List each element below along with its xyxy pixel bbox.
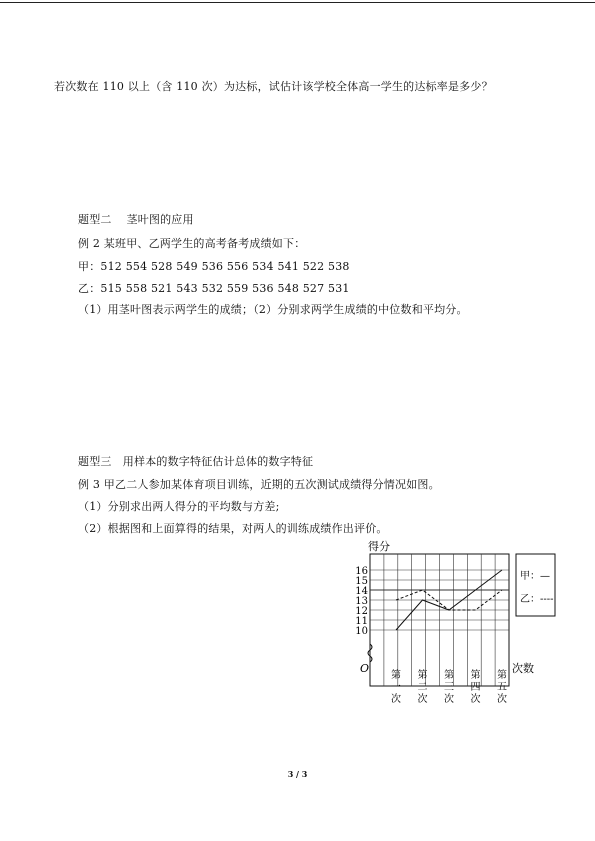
grid <box>370 554 509 686</box>
legend-yi: 乙：---- <box>520 594 554 605</box>
y-tick-label: 16 <box>355 566 368 577</box>
y-axis-label: 得分 <box>368 540 390 553</box>
header-rule <box>0 2 595 3</box>
x-tick-label: 第一次 <box>391 670 401 705</box>
section3-task1: （1）分别求出两人得分的平均数与方差; <box>78 500 280 513</box>
question-tail: 若次数在 110 以上（含 110 次）为达标，试估计该学校全体高一学生的达标率是多少？ <box>54 80 493 93</box>
origin-label: O <box>360 662 370 675</box>
x-tick-label: 第四次 <box>470 670 481 705</box>
section2-example: 例 2 某班甲、乙两学生的高考备考成绩如下： <box>78 237 306 250</box>
yi-scores: 乙：515 558 521 543 532 559 536 548 527 531 <box>78 282 350 295</box>
y-tick-label: 13 <box>355 596 368 607</box>
legend <box>516 554 555 616</box>
score-line-chart <box>350 536 560 706</box>
jia-scores: 甲：512 554 528 549 536 556 534 541 522 538 <box>78 260 350 273</box>
y-tick-label: 11 <box>355 616 368 627</box>
section3-heading: 题型三 用样本的数字特征估计总体的数字特征 <box>78 455 314 468</box>
page-number: 3 / 3 <box>287 769 308 779</box>
legend-box <box>516 554 555 616</box>
x-tick-label: 第五次 <box>497 670 507 705</box>
y-tick-label: 10 <box>355 626 368 637</box>
section2-task: （1）用茎叶图表示两学生的成绩；（2）分别求两学生成绩的中位数和平均分。 <box>78 303 468 316</box>
y-tick-label: 12 <box>355 606 368 617</box>
x-tick-label: 第二次 <box>417 670 428 705</box>
y-tick-label: 14 <box>355 586 368 597</box>
section2-heading: 题型二 茎叶图的应用 <box>78 213 194 226</box>
y-tick-label: 15 <box>355 576 368 587</box>
section3-task2: （2）根据图和上面算得的结果，对两人的训练成绩作出评价。 <box>78 522 388 535</box>
x-tick-label: 第三次 <box>444 670 454 705</box>
y-ticks <box>355 566 368 637</box>
section3-example: 例 3 甲乙二人参加某体育项目训练，近期的五次测试成绩得分情况如图。 <box>78 478 440 491</box>
x-axis-label: 次数 <box>512 662 534 675</box>
legend-jia: 甲：— <box>520 571 550 582</box>
